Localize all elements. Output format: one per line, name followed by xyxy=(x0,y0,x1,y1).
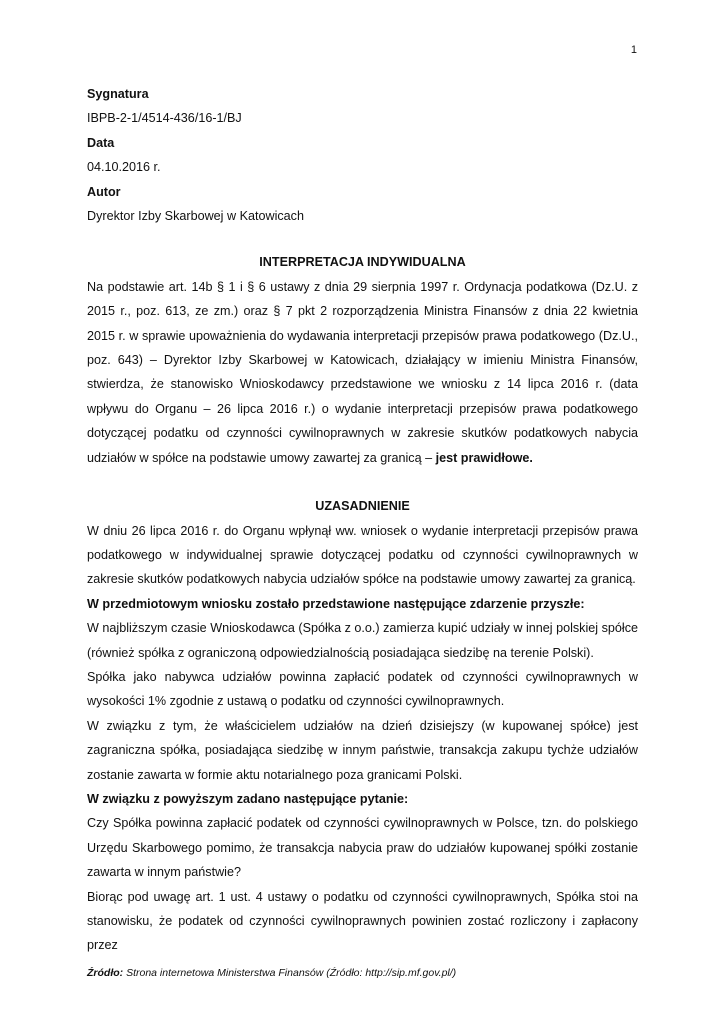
author-value: Dyrektor Izby Skarbowej w Katowicach xyxy=(87,209,304,224)
footer-text: Strona internetowa Ministerstwa Finansów (Źródło: http://sip.mf.gov.pl/) xyxy=(123,967,457,979)
document-body xyxy=(87,82,638,958)
justification-title: UZASADNIENIE xyxy=(315,499,410,514)
paragraph-foreign-owner: W związku z tym, że właścicielem udziałów na dzień dzisiejszy (w kupowanej spółce) jest zagraniczna spółka, posiadająca siedzibę w innym państwie, transakcja zakupu tychże udziałów zostanie zawarta w formie aktu notarialnego poza granicami Polski. xyxy=(87,718,638,782)
paragraph-planned-purchase: W najbliższym czasie Wnioskodawca (Spółka z o.o.) zamierza kupić udziały w innej polskiej spółce (również spółka z ograniczoną odpowiedzialnością posiadająca siedzibę na terenie Polski). xyxy=(87,621,638,660)
document-title: INTERPRETACJA INDYWIDUALNA xyxy=(259,255,466,270)
intro-text: Na podstawie art. 14b § 1 i § 6 ustawy z dnia 29 sierpnia 1997 r. Ordynacja podatkowa (Dz.U. z 2015 r., poz. 613, ze zm.) oraz § 7 pkt 2 rozporządzenia Ministra Finansów z dnia 22 kwietnia 2015 r. w sprawie upoważnienia do wydawania interpretacji przepisów prawa podatkowego (Dz.U., poz. 643) – Dyrektor Izby Skarbowej w Katowicach, działający w imieniu Ministra Finansów, stwierdza, że stanowisko Wnioskodawcy przedstawione we wniosku z 14 lipca 2016 r. (data wpływu do Organu – 26 lipca 2016 r.) o wydanie interpretacji przepisów prawa podatkowego dotyczącej podatku od czynności cywilnoprawnych w zakresie skutków podatkowych nabycia udziałów w spółce na podstawie umowy zawartej za granicą – xyxy=(87,279,638,465)
footer-label: Źródło: xyxy=(87,967,124,979)
heading-future-event: W przedmiotowym wniosku zostało przedstawione następujące zdarzenie przyszłe: xyxy=(87,596,585,611)
source-footer xyxy=(87,967,456,979)
paragraph-question: Czy Spółka powinna zapłacić podatek od czynności cywilnoprawnych w Polsce, tzn. do polskiego Urzędu Skarbowego pomimo, że transakcja nabycia praw do udziałów kupowanej spółki zostanie zawarta w innym państwie? xyxy=(87,816,638,880)
intro-paragraph xyxy=(87,275,638,470)
paragraph-request-received: W dniu 26 lipca 2016 r. do Organu wpłynął ww. wniosek o wydanie interpretacji przepisów prawa podatkowego w indywidualnej sprawie dotyczącej podatku od czynności cywilnoprawnych w zakresie skutków podatkowych nabycia udziałów spółce na podstawie umowy zawartej za granicą. xyxy=(87,523,638,587)
intro-verdict: jest prawidłowe. xyxy=(435,450,533,465)
paragraph-tax-obligation: Spółka jako nabywca udziałów powinna zapłacić podatek od czynności cywilnoprawnych w wysokości 1% zgodnie z ustawą o podatku od czynności cywilnoprawnych. xyxy=(87,669,638,709)
signature-label: Sygnatura xyxy=(87,87,149,101)
date-label: Data xyxy=(87,135,115,150)
author-label: Autor xyxy=(87,184,121,199)
heading-question: W związku z powyższym zadano następujące pytanie: xyxy=(87,791,409,806)
page-number: 1 xyxy=(630,44,637,56)
paragraph-position: Biorąc pod uwagę art. 1 ust. 4 ustawy o podatku od czynności cywilnoprawnych, Spółka stoi na stanowisku, że podatek od czynności cywilnoprawnych powinien zostać rozliczony i zapłacony przez xyxy=(87,889,638,953)
signature-value: IBPB-2-1/4514-436/16-1/BJ xyxy=(87,111,242,126)
date-value: 04.10.2016 r. xyxy=(87,160,161,175)
